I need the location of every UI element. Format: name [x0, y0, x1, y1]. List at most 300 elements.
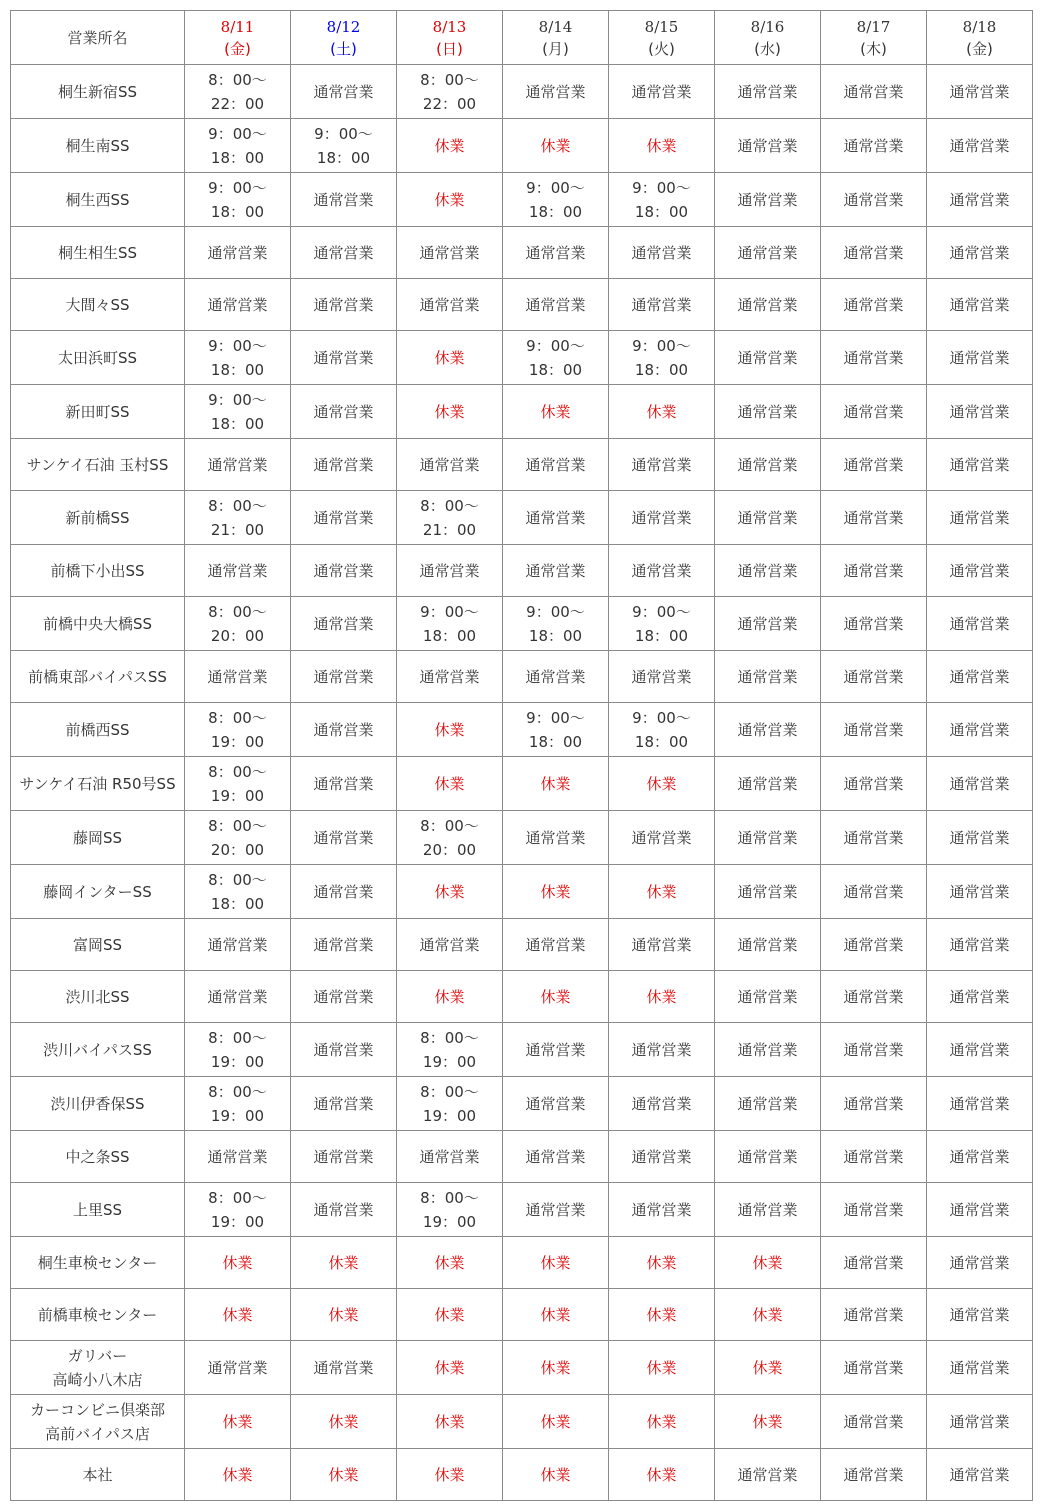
cell-text-line: 通常営業	[737, 508, 798, 527]
cell-text-line: 通常営業	[843, 1094, 904, 1113]
cell-text-line: 通常営業	[313, 348, 374, 367]
hours-cell	[714, 118, 821, 173]
hours-cell	[396, 544, 503, 597]
cell-text-line: 前橋西SS	[65, 720, 130, 739]
cell-text-line: 通常営業	[737, 402, 798, 421]
cell-text-line: 8：00～	[420, 1082, 479, 1101]
hours-cell	[290, 1340, 397, 1395]
hours-cell	[290, 756, 397, 811]
hours-cell	[608, 1182, 715, 1237]
hours-cell	[290, 1182, 397, 1237]
cell-text-line: 休業	[752, 1358, 783, 1377]
cell-text-line: 休業	[646, 1412, 677, 1431]
cell-text-line: 休業	[540, 1465, 571, 1484]
header-date: 8/13	[432, 17, 467, 36]
hours-cell	[926, 810, 1033, 865]
cell-text-line: 18：00	[422, 626, 477, 645]
cell-text-line: 通常営業	[313, 455, 374, 474]
cell-text-line: 19：00	[422, 1106, 477, 1125]
hours-cell	[714, 1182, 821, 1237]
cell-text-line: 通常営業	[313, 561, 374, 580]
hours-cell	[820, 970, 927, 1023]
cell-text-line: 通常営業	[843, 882, 904, 901]
cell-text-line: 19：00	[210, 786, 265, 805]
hours-cell	[926, 384, 1033, 439]
cell-text-line: 休業	[434, 1465, 465, 1484]
cell-text-line: 9：00～	[526, 602, 585, 621]
cell-text-line: 通常営業	[419, 561, 480, 580]
hours-cell	[396, 1340, 503, 1395]
cell-text-line: 8：00～	[420, 496, 479, 515]
hours-cell	[290, 918, 397, 971]
hours-cell	[926, 1394, 1033, 1449]
cell-text-line: 通常営業	[313, 935, 374, 954]
cell-text-line: 19：00	[422, 1212, 477, 1231]
cell-text-line: 通常営業	[313, 987, 374, 1006]
cell-text-line: 通常営業	[525, 295, 586, 314]
hours-cell	[502, 810, 609, 865]
cell-text-line: 通常営業	[207, 455, 268, 474]
hours-cell	[714, 64, 821, 119]
cell-text-line: 通常営業	[949, 935, 1010, 954]
cell-text-line: 休業	[646, 882, 677, 901]
header-date: 8/18	[962, 17, 997, 36]
hours-cell	[184, 1182, 291, 1237]
hours-cell	[926, 1022, 1033, 1077]
hours-cell	[396, 596, 503, 651]
cell-text-line: 休業	[434, 1358, 465, 1377]
cell-text-line: 通常営業	[631, 243, 692, 262]
hours-cell	[502, 650, 609, 703]
cell-text-line: 休業	[540, 136, 571, 155]
cell-text-line: 通常営業	[737, 1147, 798, 1166]
cell-text-line: 通常営業	[525, 667, 586, 686]
hours-cell	[820, 384, 927, 439]
hours-cell	[290, 278, 397, 331]
cell-text-line: 通常営業	[737, 774, 798, 793]
cell-text-line: 通常営業	[843, 1465, 904, 1484]
hours-cell	[290, 1022, 397, 1077]
cell-text-line: 渋川北SS	[65, 987, 130, 1006]
cell-text-line: 休業	[328, 1305, 359, 1324]
cell-text-line: 20：00	[210, 840, 265, 859]
cell-text-line: 8：00～	[208, 1028, 267, 1047]
cell-text-line: 本社	[82, 1465, 113, 1484]
cell-text-line: 休業	[434, 1305, 465, 1324]
store-name-cell	[10, 810, 185, 865]
store-name-cell	[10, 756, 185, 811]
cell-text-line: 通常営業	[419, 295, 480, 314]
hours-cell	[184, 64, 291, 119]
hours-cell	[926, 1288, 1033, 1341]
hours-cell	[290, 384, 397, 439]
cell-text-line: 通常営業	[949, 882, 1010, 901]
hours-cell	[926, 490, 1033, 545]
hours-cell	[714, 226, 821, 279]
hours-cell	[502, 330, 609, 385]
cell-text-line: 桐生西SS	[65, 190, 130, 209]
hours-cell	[714, 702, 821, 757]
hours-cell	[502, 64, 609, 119]
cell-text-line: 18：00	[210, 202, 265, 221]
cell-text-line: 休業	[540, 1412, 571, 1431]
hours-cell	[184, 864, 291, 919]
cell-text-line: 藤岡SS	[72, 828, 123, 847]
cell-text-line: 18：00	[528, 626, 583, 645]
header-weekday: (金)	[224, 39, 251, 58]
cell-text-line: 通常営業	[207, 1358, 268, 1377]
hours-cell	[290, 970, 397, 1023]
cell-text-line: 桐生車検センター	[37, 1253, 158, 1272]
store-name-cell	[10, 1236, 185, 1289]
hours-cell	[926, 1130, 1033, 1183]
cell-text-line: 9：00～	[632, 602, 691, 621]
hours-cell	[608, 1288, 715, 1341]
hours-cell	[184, 1340, 291, 1395]
cell-text-line: 休業	[540, 774, 571, 793]
hours-cell	[714, 1288, 821, 1341]
hours-cell	[608, 490, 715, 545]
cell-text-line: 通常営業	[313, 720, 374, 739]
hours-cell	[502, 1394, 609, 1449]
cell-text-line: 休業	[434, 1412, 465, 1431]
cell-text-line: 18：00	[528, 360, 583, 379]
cell-text-line: 8：00～	[208, 816, 267, 835]
cell-text-line: 藤岡インターSS	[43, 882, 152, 901]
cell-text-line: 通常営業	[525, 1094, 586, 1113]
hours-cell	[608, 596, 715, 651]
hours-cell	[184, 438, 291, 491]
hours-cell	[502, 1236, 609, 1289]
cell-text-line: 9：00～	[526, 336, 585, 355]
hours-cell	[820, 1130, 927, 1183]
hours-cell	[290, 1394, 397, 1449]
hours-cell	[502, 226, 609, 279]
hours-cell	[926, 1182, 1033, 1237]
cell-text-line: 通常営業	[525, 561, 586, 580]
cell-text-line: 21：00	[422, 520, 477, 539]
cell-text-line: 休業	[434, 348, 465, 367]
cell-text-line: 大間々SS	[65, 295, 130, 314]
cell-text-line: 通常営業	[843, 720, 904, 739]
cell-text-line: 前橋東部バイパスSS	[28, 667, 167, 686]
cell-text-line: 太田浜町SS	[57, 348, 138, 367]
hours-cell	[502, 438, 609, 491]
cell-text-line: 9：00～	[208, 336, 267, 355]
cell-text-line: 通常営業	[737, 828, 798, 847]
hours-cell	[502, 544, 609, 597]
cell-text-line: 休業	[752, 1253, 783, 1272]
hours-cell	[502, 1288, 609, 1341]
cell-text-line: 通常営業	[949, 1200, 1010, 1219]
hours-cell	[714, 438, 821, 491]
cell-text-line: 通常営業	[313, 828, 374, 847]
cell-text-line: 通常営業	[737, 720, 798, 739]
cell-text-line: 通常営業	[949, 561, 1010, 580]
hours-cell	[820, 278, 927, 331]
hours-cell	[396, 226, 503, 279]
cell-text-line: 8：00～	[208, 602, 267, 621]
hours-cell	[926, 702, 1033, 757]
hours-cell	[396, 490, 503, 545]
hours-cell	[820, 438, 927, 491]
cell-text-line: 通常営業	[419, 243, 480, 262]
cell-text-line: 8：00～	[420, 1188, 479, 1207]
cell-text-line: 19：00	[210, 1106, 265, 1125]
cell-text-line: 通常営業	[313, 614, 374, 633]
hours-cell	[820, 1236, 927, 1289]
hours-cell	[396, 1394, 503, 1449]
hours-cell	[926, 756, 1033, 811]
hours-cell	[184, 278, 291, 331]
store-name-cell	[10, 278, 185, 331]
cell-text-line: 通常営業	[313, 82, 374, 101]
cell-text-line: 通常営業	[737, 1094, 798, 1113]
cell-text-line: 通常営業	[843, 1358, 904, 1377]
store-name-cell	[10, 118, 185, 173]
cell-text-line: 通常営業	[631, 295, 692, 314]
hours-cell	[608, 1448, 715, 1501]
hours-cell	[184, 1394, 291, 1449]
cell-text-line: 休業	[222, 1412, 253, 1431]
hours-cell	[820, 330, 927, 385]
cell-text-line: 桐生相生SS	[57, 243, 138, 262]
hours-cell	[820, 1182, 927, 1237]
store-name-cell	[10, 64, 185, 119]
cell-text-line: 通常営業	[843, 82, 904, 101]
cell-text-line: 通常営業	[313, 1147, 374, 1166]
cell-text-line: 通常営業	[949, 1094, 1010, 1113]
cell-text-line: 通常営業	[843, 402, 904, 421]
cell-text-line: 8：00～	[208, 762, 267, 781]
hours-cell	[820, 1448, 927, 1501]
store-name-cell	[10, 1076, 185, 1131]
cell-text-line: 通常営業	[525, 508, 586, 527]
cell-text-line: 通常営業	[843, 508, 904, 527]
cell-text-line: 通常営業	[313, 295, 374, 314]
hours-cell	[926, 918, 1033, 971]
cell-text-line: 18：00	[634, 202, 689, 221]
cell-text-line: 18：00	[528, 732, 583, 751]
cell-text-line: 通常営業	[843, 935, 904, 954]
hours-cell	[714, 756, 821, 811]
hours-cell	[608, 330, 715, 385]
cell-text-line: 18：00	[316, 148, 371, 167]
hours-cell	[396, 1288, 503, 1341]
hours-cell	[290, 702, 397, 757]
hours-cell	[820, 864, 927, 919]
cell-text-line: 19：00	[210, 1212, 265, 1231]
cell-text-line: 21：00	[210, 520, 265, 539]
hours-cell	[926, 596, 1033, 651]
cell-text-line: 通常営業	[949, 455, 1010, 474]
cell-text-line: 前橋中央大橋SS	[42, 614, 153, 633]
hours-cell	[714, 864, 821, 919]
cell-text-line: 通常営業	[843, 828, 904, 847]
hours-cell	[608, 1076, 715, 1131]
store-name-cell	[10, 226, 185, 279]
hours-cell	[608, 278, 715, 331]
cell-text-line: 19：00	[210, 1052, 265, 1071]
hours-cell	[608, 64, 715, 119]
hours-cell	[184, 544, 291, 597]
cell-text-line: 通常営業	[843, 190, 904, 209]
hours-cell	[608, 810, 715, 865]
cell-text-line: 通常営業	[207, 561, 268, 580]
cell-text-line: 18：00	[210, 894, 265, 913]
hours-cell	[608, 544, 715, 597]
hours-cell	[820, 650, 927, 703]
store-name-cell	[10, 596, 185, 651]
cell-text-line: 通常営業	[207, 667, 268, 686]
cell-text-line: 休業	[540, 1253, 571, 1272]
cell-text-line: 通常営業	[525, 1040, 586, 1059]
store-name-cell	[10, 544, 185, 597]
cell-text-line: 19：00	[210, 732, 265, 751]
hours-cell	[926, 330, 1033, 385]
cell-text-line: 通常営業	[419, 935, 480, 954]
cell-text-line: 通常営業	[843, 1200, 904, 1219]
hours-cell	[184, 330, 291, 385]
hours-cell	[714, 810, 821, 865]
cell-text-line: 通常営業	[949, 136, 1010, 155]
store-name-cell	[10, 1182, 185, 1237]
cell-text-line: 通常営業	[525, 243, 586, 262]
hours-cell	[290, 596, 397, 651]
cell-text-line: 通常営業	[949, 1040, 1010, 1059]
header-day-7	[820, 10, 927, 65]
hours-cell	[714, 1448, 821, 1501]
hours-cell	[714, 1394, 821, 1449]
hours-cell	[608, 226, 715, 279]
cell-text-line: 通常営業	[949, 1465, 1010, 1484]
cell-text-line: 通常営業	[313, 402, 374, 421]
hours-cell	[396, 702, 503, 757]
cell-text-line: 休業	[540, 1358, 571, 1377]
hours-cell	[926, 1076, 1033, 1131]
store-name-cell	[10, 650, 185, 703]
hours-cell	[608, 1130, 715, 1183]
cell-text-line: 通常営業	[949, 720, 1010, 739]
hours-cell	[502, 1130, 609, 1183]
header-weekday: (火)	[648, 39, 675, 58]
store-name-cell	[10, 172, 185, 227]
hours-cell	[290, 1448, 397, 1501]
cell-text-line: 通常営業	[631, 1040, 692, 1059]
cell-text-line: 休業	[646, 774, 677, 793]
store-name-cell	[10, 490, 185, 545]
store-name-cell	[10, 438, 185, 491]
cell-text-line: 18：00	[634, 732, 689, 751]
hours-cell	[290, 864, 397, 919]
cell-text-line: 休業	[646, 987, 677, 1006]
hours-cell	[502, 172, 609, 227]
cell-text-line: 通常営業	[843, 1305, 904, 1324]
header-weekday: (土)	[330, 39, 357, 58]
cell-text-line: 通常営業	[949, 987, 1010, 1006]
store-name-cell	[10, 864, 185, 919]
cell-text-line: 休業	[540, 402, 571, 421]
hours-cell	[290, 1130, 397, 1183]
hours-cell	[926, 1448, 1033, 1501]
cell-text-line: 休業	[646, 1253, 677, 1272]
cell-text-line: 休業	[434, 1253, 465, 1272]
store-name-cell	[10, 970, 185, 1023]
cell-text-line: 休業	[646, 1358, 677, 1377]
hours-cell	[396, 918, 503, 971]
cell-text-line: 通常営業	[737, 243, 798, 262]
cell-text-line: 新前橋SS	[65, 508, 130, 527]
cell-text-line: 通常営業	[313, 1358, 374, 1377]
cell-text-line: 通常営業	[207, 295, 268, 314]
cell-text-line: 通常営業	[631, 82, 692, 101]
cell-text-line: 休業	[540, 987, 571, 1006]
hours-cell	[714, 384, 821, 439]
hours-cell	[714, 918, 821, 971]
cell-text-line: サンケイ石油 玉村SS	[26, 455, 169, 474]
hours-cell	[184, 1022, 291, 1077]
hours-cell	[502, 1182, 609, 1237]
hours-cell	[184, 1076, 291, 1131]
cell-text-line: 渋川バイパスSS	[43, 1040, 152, 1059]
cell-text-line: 通常営業	[631, 935, 692, 954]
hours-cell	[396, 278, 503, 331]
cell-text-line: 通常営業	[949, 243, 1010, 262]
hours-cell	[502, 1340, 609, 1395]
cell-text-line: 8：00～	[208, 1188, 267, 1207]
cell-text-line: 休業	[328, 1253, 359, 1272]
hours-cell	[396, 864, 503, 919]
store-name-cell	[10, 1022, 185, 1077]
cell-text-line: 9：00～	[208, 390, 267, 409]
cell-text-line: 通常営業	[631, 1094, 692, 1113]
cell-text-line: 通常営業	[737, 667, 798, 686]
header-store-label: 営業所名	[67, 28, 128, 47]
cell-text-line: 通常営業	[949, 667, 1010, 686]
cell-text-line: 通常営業	[843, 614, 904, 633]
hours-cell	[502, 702, 609, 757]
cell-text-line: 通常営業	[843, 136, 904, 155]
cell-text-line: 休業	[328, 1412, 359, 1431]
header-weekday: (水)	[754, 39, 781, 58]
hours-cell	[184, 384, 291, 439]
store-name-cell	[10, 1340, 185, 1395]
header-date: 8/17	[856, 17, 891, 36]
hours-cell	[820, 596, 927, 651]
cell-text-line: 通常営業	[843, 243, 904, 262]
cell-text-line: ガリバー	[67, 1346, 128, 1365]
hours-cell	[502, 1076, 609, 1131]
cell-text-line: 渋川伊香保SS	[50, 1094, 145, 1113]
cell-text-line: 通常営業	[737, 614, 798, 633]
hours-cell	[820, 118, 927, 173]
cell-text-line: 通常営業	[949, 828, 1010, 847]
cell-text-line: 通常営業	[207, 243, 268, 262]
header-day-3	[396, 10, 503, 65]
cell-text-line: 通常営業	[949, 774, 1010, 793]
cell-text-line: 通常営業	[843, 348, 904, 367]
cell-text-line: 18：00	[634, 626, 689, 645]
cell-text-line: 通常営業	[737, 82, 798, 101]
cell-text-line: 18：00	[210, 414, 265, 433]
cell-text-line: 上里SS	[72, 1200, 123, 1219]
hours-cell	[926, 1340, 1033, 1395]
cell-text-line: 通常営業	[949, 1358, 1010, 1377]
header-weekday: (日)	[436, 39, 463, 58]
header-store-name	[10, 10, 185, 65]
cell-text-line: 休業	[434, 136, 465, 155]
cell-text-line: 22：00	[210, 94, 265, 113]
